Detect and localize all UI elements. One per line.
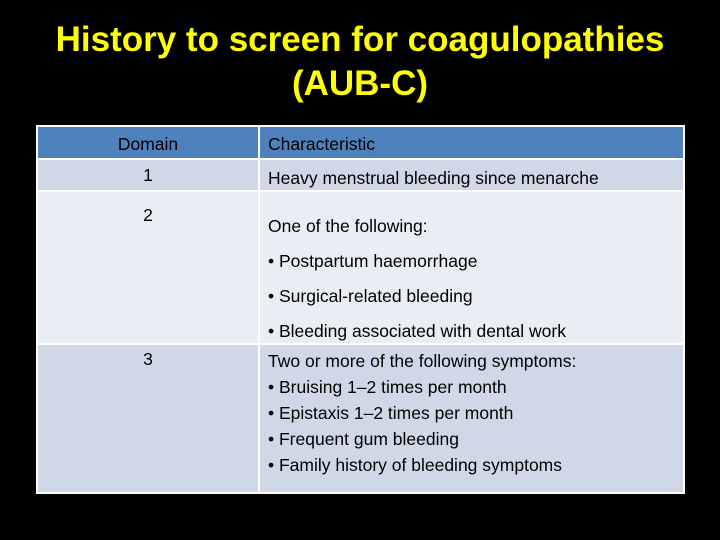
characteristic-line: Heavy menstrual bleeding since menarche (268, 168, 599, 188)
coagulopathy-table (36, 125, 685, 494)
title-line-2: (AUB-C) (291, 64, 429, 103)
title-line-1: History to screen for coagulopathies (55, 20, 665, 59)
characteristic-line: One of the following: (268, 216, 428, 236)
header-characteristic (259, 126, 684, 159)
table-header-row (37, 126, 684, 159)
characteristic-cell (259, 344, 684, 493)
domain-cell (37, 191, 259, 344)
page-title (0, 18, 720, 106)
domain-value: 2 (143, 205, 153, 225)
domain-value: 3 (143, 349, 153, 369)
table-row (37, 159, 684, 191)
characteristic-cell (259, 191, 684, 344)
characteristic-line: • Surgical-related bleeding (268, 286, 473, 306)
characteristic-line: • Family history of bleeding symptoms (268, 455, 563, 475)
domain-cell (37, 344, 259, 493)
characteristic-cell (259, 159, 684, 191)
characteristic-line: • Postpartum haemorrhage (268, 251, 478, 271)
header-domain-label: Domain (117, 134, 179, 154)
characteristic-line: • Bleeding associated with dental work (268, 321, 566, 341)
characteristic-line: • Frequent gum bleeding (268, 429, 459, 449)
header-domain (37, 126, 259, 159)
characteristic-line: • Bruising 1–2 times per month (268, 377, 507, 397)
table-row (37, 344, 684, 493)
table-row (37, 191, 684, 344)
header-characteristic-label: Characteristic (268, 134, 375, 154)
characteristic-line: Two or more of the following symptoms: (268, 351, 577, 371)
characteristic-line: • Epistaxis 1–2 times per month (268, 403, 514, 423)
domain-cell (37, 159, 259, 191)
domain-value: 1 (143, 165, 153, 185)
